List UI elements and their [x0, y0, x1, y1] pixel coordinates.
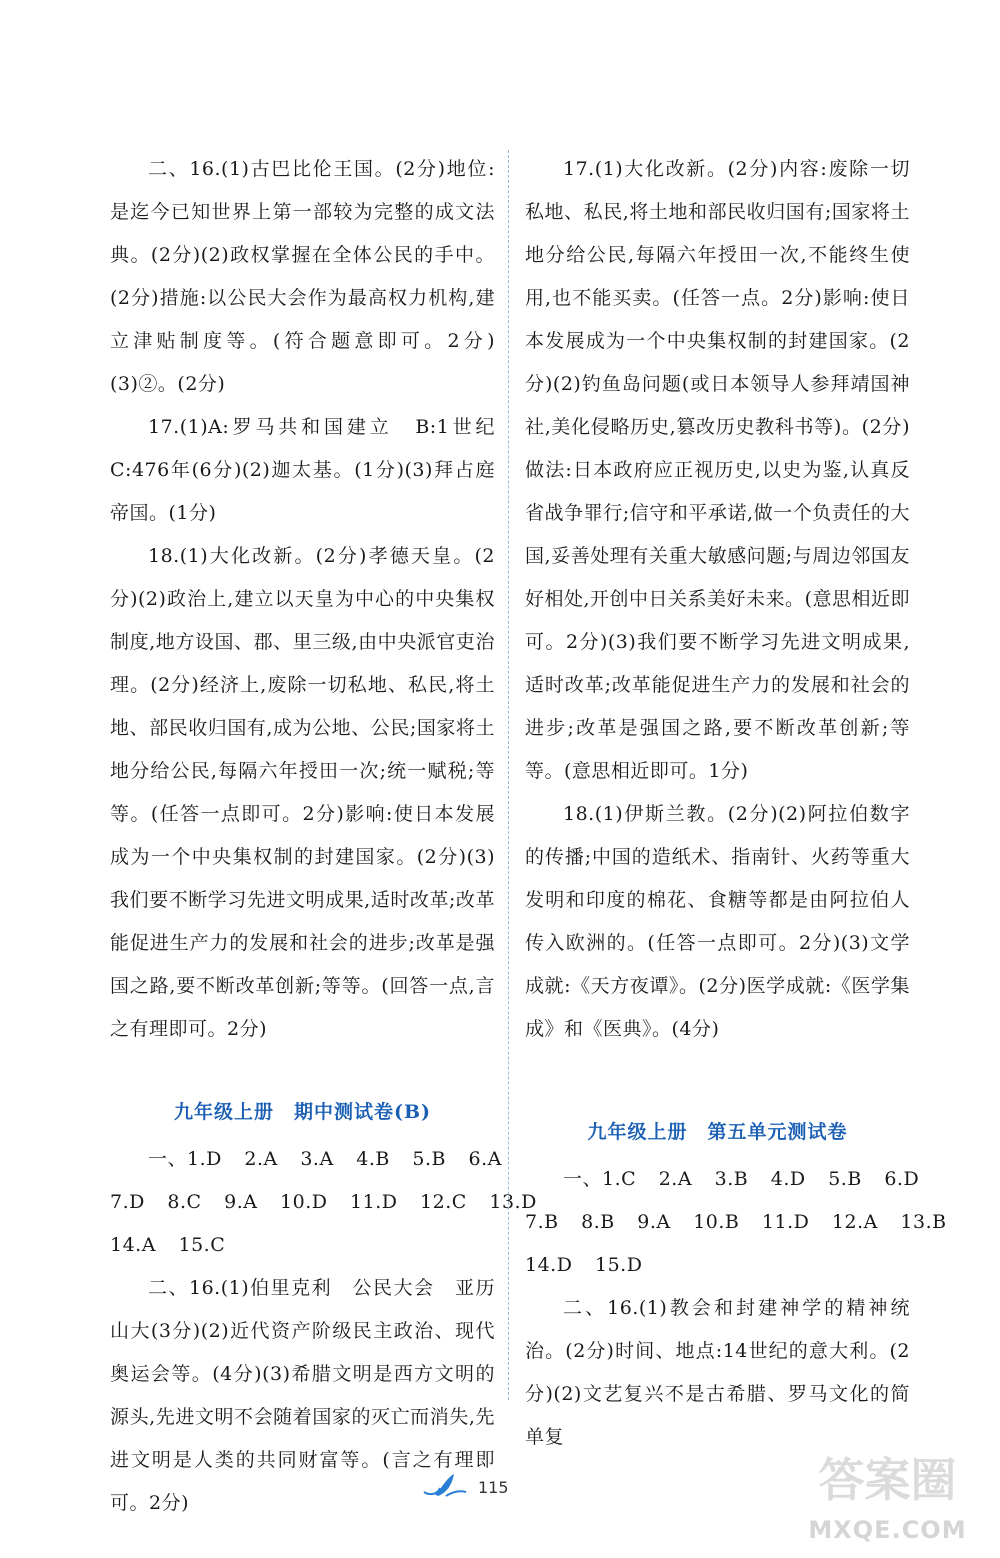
section-title: 九年级上册 第五单元测试卷	[587, 1121, 848, 1143]
answer-item: 8.B	[581, 1211, 615, 1233]
answer-line	[525, 1244, 910, 1287]
leaf-ornament-icon	[420, 1470, 470, 1500]
answer-item: 7.B	[525, 1211, 559, 1233]
answer-item: 6.A	[468, 1148, 502, 1170]
answer-line	[525, 1201, 947, 1244]
answer-item: 12.C	[420, 1191, 467, 1213]
answer-item: 4.D	[770, 1168, 806, 1190]
answer-line	[110, 1181, 537, 1224]
multiple-choice-answers	[525, 1158, 947, 1287]
answer-item: 3.B	[714, 1168, 749, 1190]
answer-item: 6.D	[884, 1168, 920, 1190]
answer-item: 7.D	[110, 1191, 145, 1213]
section-title: 九年级上册 期中测试卷(B)	[173, 1101, 432, 1123]
answer-line	[110, 1224, 495, 1267]
answer-item: 2.A	[244, 1148, 278, 1170]
watermark-logo: 答案圈	[818, 1453, 957, 1507]
answer-item: 10.D	[280, 1191, 328, 1213]
answer-paragraph: 18.(1)大化改新。(2分)孝德天皇。(2分)(2)政治上,建立以天皇为中心的中央集权制度,地方设国、郡、里三级,由中央派官吏治理。(2分)经济上,废除一切私地、私民,将土地、部民收归国有,成为公地、公民;国家将土地分给公民,每隔六年授田一次;统一赋税;等等。(任答一点即可。2分)影响:使日本发展成为一个中央集权制的封建国家。(2分)(3)我们要不断学习先进文明成果,适时改革;改革能促进生产力的发展和社会的进步;改革是强国之路,要不断改革创新;等等。(回答一点,言之有理即可。2分)	[110, 545, 495, 1040]
answer-item: 9.A	[637, 1211, 671, 1233]
answer-paragraph: 二、16.(1)教会和封建神学的精神统治。(2分)时间、地点:14世纪的意大利。(2分)(2)文艺复兴不是古希腊、罗马文化的简单复	[525, 1297, 910, 1448]
answer-item: 5.B	[412, 1148, 446, 1170]
answer-item: 9.A	[224, 1191, 258, 1213]
answer-item: 8.C	[167, 1191, 202, 1213]
answer-line	[110, 1138, 502, 1181]
answer-item: 13.B	[900, 1211, 947, 1233]
watermark-domain: MXQE.COM	[808, 1516, 967, 1544]
answer-item: 15.D	[595, 1254, 643, 1276]
watermark	[800, 1440, 975, 1550]
left-column	[110, 148, 537, 1525]
answer-paragraph: 17.(1)A:罗马共和国建立 B:1世纪 C:476年(6分)(2)迦太基。(1分)(3)拜占庭帝国。(1分)	[110, 416, 515, 524]
answer-item: 13.D	[489, 1191, 537, 1213]
column-divider	[508, 150, 509, 1400]
answer-item: 3.A	[300, 1148, 334, 1170]
multiple-choice-answers	[110, 1138, 537, 1267]
answer-item: 一、1.C	[563, 1168, 637, 1190]
answer-line	[525, 1158, 920, 1201]
page-number: 115	[478, 1478, 509, 1497]
answer-item: 一、1.D	[148, 1148, 222, 1170]
answer-item: 4.B	[356, 1148, 390, 1170]
answer-paragraph: 17.(1)大化改新。(2分)内容:废除一切私地、私民,将土地和部民收归国有;国家将土地分给公民,每隔六年授田一次,不能终生使用,也不能买卖。(任答一点。2分)影响:使日本发展成为一个中央集权制的封建国家。(2分)(2)钓鱼岛问题(或日本领导人参拜靖国神社,美化侵略历史,篡改历史教科书等)。(2分)做法:日本政府应正视历史,以史为鉴,认真反省战争罪行;信守和平承诺,做一个负责任的大国,妥善处理有关重大敏感问题;与周边邻国友好相处,开创中日关系美好未来。(意思相近即可。2分)(3)我们要不断学习先进文明成果,适时改革;改革能促进生产力的发展和社会的进步;改革是强国之路,要不断改革创新;等等。(意思相近即可。1分)	[525, 158, 910, 782]
answer-item: 14.D	[525, 1254, 573, 1276]
right-column	[525, 148, 947, 1459]
answer-item: 11.D	[761, 1211, 810, 1233]
answer-item: 14.A	[110, 1234, 156, 1256]
answer-item: 15.C	[178, 1234, 226, 1256]
answer-item: 2.A	[658, 1168, 693, 1190]
answer-item: 12.A	[831, 1211, 878, 1233]
answer-item: 11.D	[350, 1191, 398, 1213]
answer-item: 10.B	[693, 1211, 740, 1233]
answer-paragraph: 二、16.(1)古巴比伦王国。(2分)地位:是迄今已知世界上第一部较为完整的成文法典。(2分)(2)政权掌握在全体公民的手中。(2分)措施:以公民大会作为最高权力机构,建立津贴制度等。(符合题意即可。2分)(3)②。(2分)	[110, 158, 495, 395]
answer-paragraph: 二、16.(1)伯里克利 公民大会 亚历山大(3分)(2)近代资产阶级民主政治、现代奥运会等。(4分)(3)希腊文明是西方文明的源头,先进文明不会随着国家的灭亡而消失,先进文明是人类的共同财富等。(言之有理即可。2分)	[110, 1277, 495, 1514]
answer-item: 5.B	[828, 1168, 862, 1190]
answer-paragraph: 18.(1)伊斯兰教。(2分)(2)阿拉伯数字的传播;中国的造纸术、指南针、火药等重大发明和印度的棉花、食糖等都是由阿拉伯人传入欧洲的。(任答一点即可。2分)(3)文学成就:《天方夜谭》。(2分)医学成就:《医学集成》和《医典》。(4分)	[525, 803, 910, 1040]
